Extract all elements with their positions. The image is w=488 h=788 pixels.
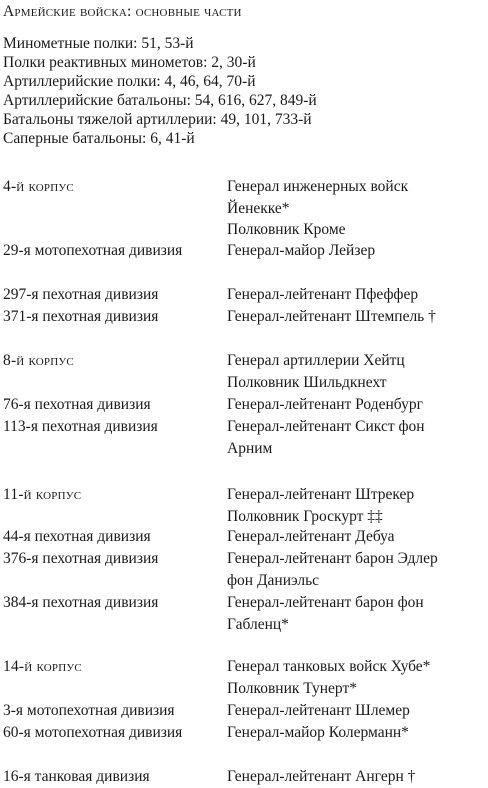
division-name: 376-я пехотная дивизия bbox=[3, 550, 159, 567]
commanders-cell bbox=[227, 484, 485, 527]
corps-name: 8-й корпус bbox=[3, 352, 74, 369]
commander-line: Генерал-лейтенант барон Эдлер bbox=[227, 550, 438, 567]
commander-line: Габленц* bbox=[227, 615, 289, 633]
army-unit-line: Полки реактивных минометов: 2, 30-й bbox=[3, 54, 256, 71]
commanders-cell bbox=[227, 722, 485, 744]
commanders-cell bbox=[227, 394, 485, 416]
division-name: 3-я мотопехотная дивизия bbox=[3, 702, 175, 719]
commanders-cell bbox=[227, 700, 485, 722]
army-troops-heading: Армейские войска: основные части bbox=[3, 3, 242, 20]
commander-line: фон Даниэльс bbox=[227, 571, 320, 589]
commander-line: Генерал-лейтенант Роденбург bbox=[227, 396, 423, 413]
commander-line: Генерал-лейтенант Шлемер bbox=[227, 702, 410, 719]
army-unit-line: Артиллерийские батальоны: 54, 616, 627, 849-й bbox=[3, 92, 317, 109]
commanders-cell bbox=[227, 592, 485, 635]
commanders-cell bbox=[227, 526, 485, 548]
army-unit-line: Артиллерийские полки: 4, 46, 64, 70-й bbox=[3, 73, 256, 90]
commander-line: Полковник Гроскурт ‡‡ bbox=[227, 507, 383, 525]
commander-line: Генерал-майор Колерманн* bbox=[227, 724, 409, 741]
division-name: 29-я мотопехотная дивизия bbox=[3, 242, 183, 259]
commander-line: Генерал-лейтенант барон фон bbox=[227, 594, 424, 611]
division-name: 76-я пехотная дивизия bbox=[3, 396, 151, 413]
division-name: 60-я мотопехотная дивизия bbox=[3, 724, 183, 741]
corps-name: 4-й корпус bbox=[3, 178, 74, 195]
commander-line: Полковник Шильдкнехт bbox=[227, 373, 387, 391]
division-name: 16-я танковая дивизия bbox=[3, 768, 150, 785]
commanders-cell bbox=[227, 766, 485, 788]
division-name: 384-я пехотная дивизия bbox=[3, 594, 159, 611]
army-unit-line: Минометные полки: 51, 53-й bbox=[3, 35, 194, 52]
division-name: 371-я пехотная дивизия bbox=[3, 308, 159, 325]
corps-name: 14-й корпус bbox=[3, 658, 82, 675]
commanders-cell bbox=[227, 350, 485, 393]
commanders-cell bbox=[227, 284, 485, 306]
army-unit-line: Батальоны тяжелой артиллерии: 49, 101, 733-й bbox=[3, 111, 312, 128]
commander-line: Генерал-лейтенант Штемпель † bbox=[227, 308, 436, 325]
commander-line: Генерал-лейтенант Пфеффер bbox=[227, 286, 419, 303]
corps-name: 11-й корпус bbox=[3, 486, 82, 503]
commanders-cell bbox=[227, 306, 485, 328]
commander-line: Йенекке* bbox=[227, 199, 290, 217]
division-name: 297-я пехотная дивизия bbox=[3, 286, 159, 303]
commander-line: Генерал-лейтенант Ангерн † bbox=[227, 768, 416, 785]
commander-line: Полковник Тунерт* bbox=[227, 679, 357, 697]
commanders-cell bbox=[227, 240, 485, 262]
commanders-cell bbox=[227, 548, 485, 591]
commander-line: Генерал танковых войск Хубе* bbox=[227, 658, 431, 675]
commander-line: Генерал-лейтенант Штрекер bbox=[227, 486, 415, 503]
commander-line: Генерал артиллерии Хейтц bbox=[227, 352, 405, 369]
commander-line: Генерал инженерных войск bbox=[227, 178, 409, 195]
commander-line: Генерал-майор Лейзер bbox=[227, 242, 376, 259]
commander-line: Арним bbox=[227, 439, 273, 457]
division-name: 113-я пехотная дивизия bbox=[3, 418, 158, 435]
army-unit-line: Саперные батальоны: 6, 41-й bbox=[3, 130, 195, 147]
commander-line: Генерал-лейтенант Сикст фон bbox=[227, 418, 425, 435]
commanders-cell bbox=[227, 176, 485, 241]
commander-line: Генерал-лейтенант Дебуа bbox=[227, 528, 395, 545]
division-name: 44-я пехотная дивизия bbox=[3, 528, 151, 545]
commander-line: Полковник Кроме bbox=[227, 221, 346, 238]
commanders-cell bbox=[227, 656, 485, 699]
commanders-cell bbox=[227, 416, 485, 459]
